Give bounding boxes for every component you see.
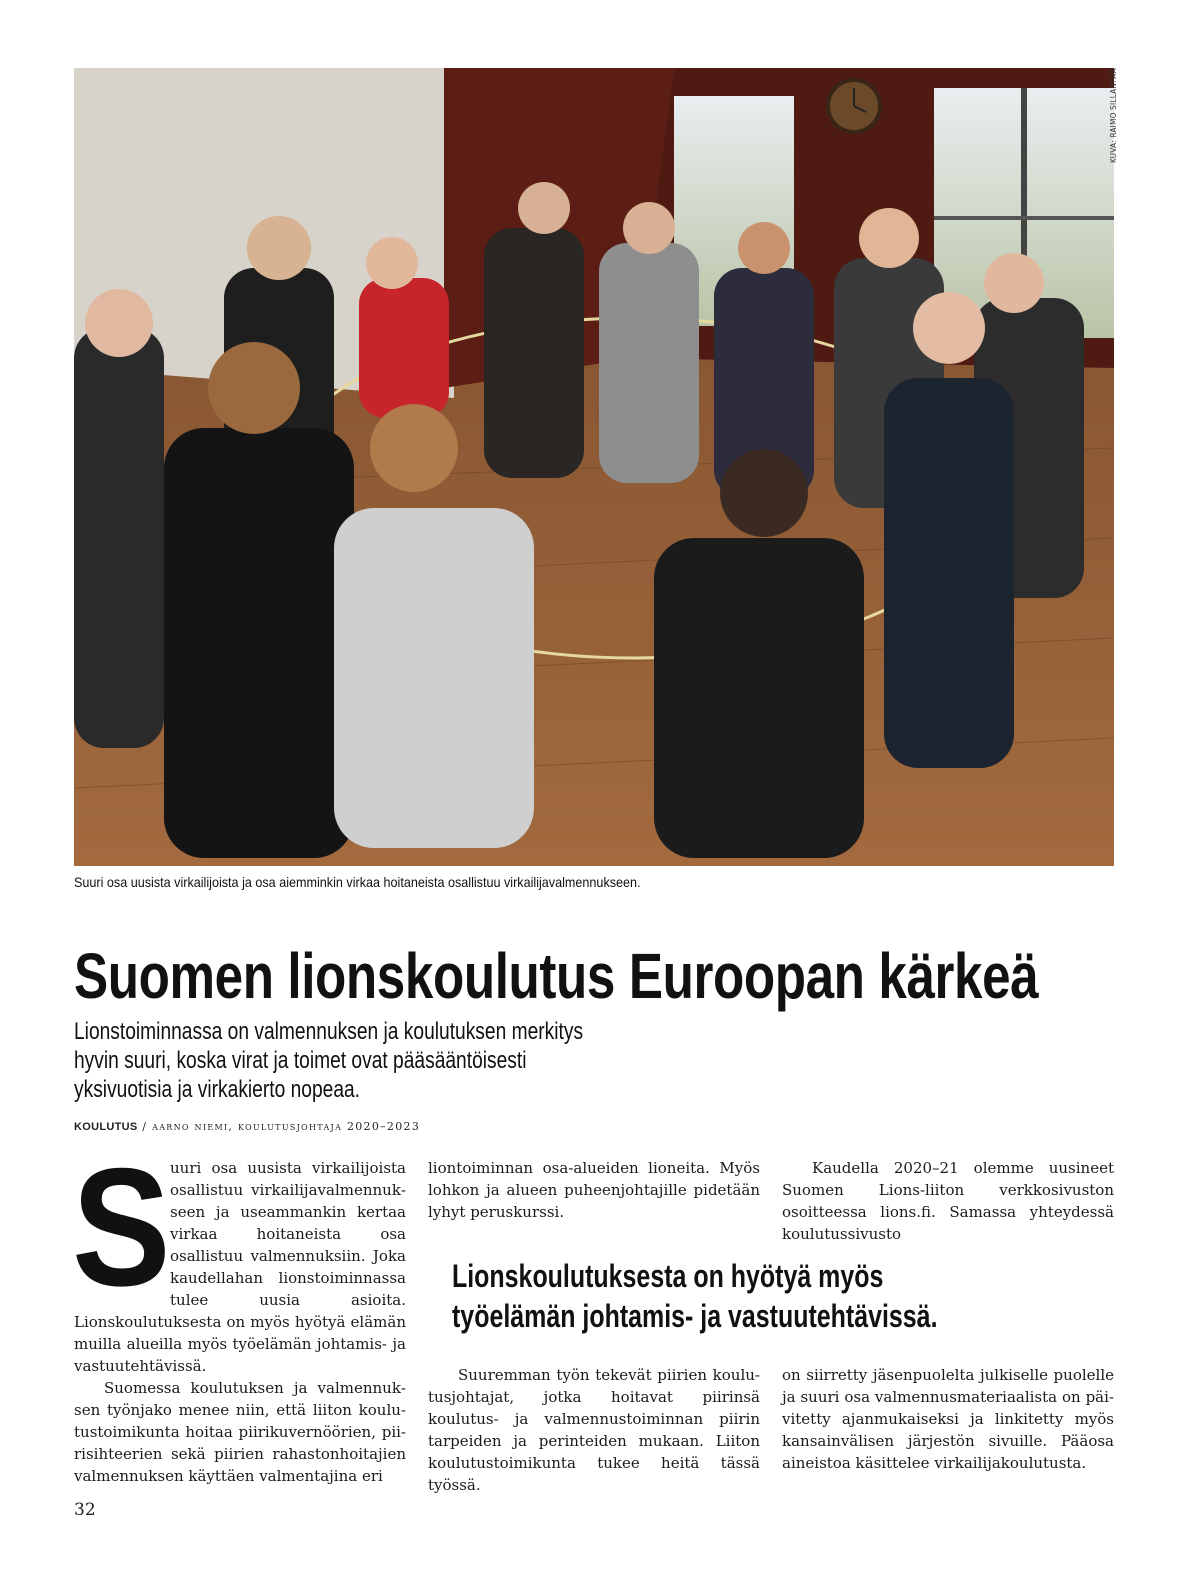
body-column-2: [428, 1157, 760, 1223]
body-column-3-lower: [782, 1364, 1114, 1474]
pull-quote: Lionskoulutuksesta on hyötyä myös työelämän johtamis- ja vastuutehtävissä.: [452, 1258, 938, 1334]
body-paragraph: [72, 1133, 406, 1377]
body-column-3: [782, 1157, 1114, 1245]
body-column-1: [72, 1133, 406, 1487]
page-number: 32: [74, 1500, 96, 1520]
body-paragraph: liontoiminnan osa-alueiden lioneita. Myös lohkon ja alueen puheenjohtajille pidetään lyhyt peruskurssi.: [428, 1159, 760, 1221]
body-paragraph: on siirretty jäsenpuolelta julkiselle puolelle ja suuri osa valmennusmateriaalista on päivitetty ajanmukaiseksi ja linkitetty myös kansainvälisen järjestön sivuille. Pääosa aineistoa käsittelee virkailijakoulutusta.: [782, 1366, 1114, 1472]
section-label: KOULUTUS: [74, 1121, 138, 1133]
body-paragraph: Kaudella 2020–21 olemme uusineet Suomen Lions-liiton verkkosivuston osoitteessa lions.fi. Samassa yhteydessä koulutussivusto: [782, 1159, 1114, 1243]
byline: [74, 1120, 420, 1133]
author-credit: aarno niemi, koulutusjohtaja 2020–2023: [152, 1120, 421, 1133]
article-lead: Lionstoiminnassa on valmennuksen ja koulutuksen merkitys hyvin suuri, koska virat ja toimet ovat pääsääntöisesti yksivuotisia ja virkakierto nopeaa.: [74, 1018, 584, 1103]
paragraph-text: uuri osa uusista virkailijoista osallistuu virkailijavalmennukseen ja useammankin kertaa virkaa hoitaneista osa osallistuu valmennuksiin. Joka kaudellahan lionstoiminnassa tulee uusia asioita. Lionskoulutuksesta on myös hyötyä elämän muilla alueilla myös työelämän johtamis- ja vastuutehtävissä.: [74, 1159, 406, 1375]
article-headline: Suomen lionskoulutus Euroopan kärkeä: [74, 940, 1039, 1012]
photo-credit: KUVA: RAIMO SILLANPÄÄ: [1109, 68, 1118, 163]
drop-cap: S: [72, 1133, 171, 1321]
photo-illustration: [74, 68, 1114, 866]
body-column-2-lower: [428, 1364, 760, 1496]
article-photo: [74, 68, 1114, 866]
photo-caption: Suuri osa uusista virkailijoista ja osa aiemminkin virkaa hoitaneista osallistuu virkailijavalmennukseen.: [74, 874, 641, 890]
body-paragraph: Suomessa koulutuksen ja valmennuksen työnjako menee niin, että liiton koulutustoimikunta hoitaa piirikuvernöörien, piirisihteerien sekä piirien rahastonhoitajien valmennuksen käyttäen valmentajina eri: [74, 1379, 406, 1485]
byline-separator: /: [137, 1120, 153, 1133]
body-paragraph: Suuremman työn tekevät piirien koulutusjohtajat, jotka hoitavat piirinsä koulutus- ja valmennustoiminnan piirin tarpeiden ja perinteiden mukaan. Liiton koulutustoimikunta tukee heitä tässä työssä.: [428, 1366, 760, 1494]
